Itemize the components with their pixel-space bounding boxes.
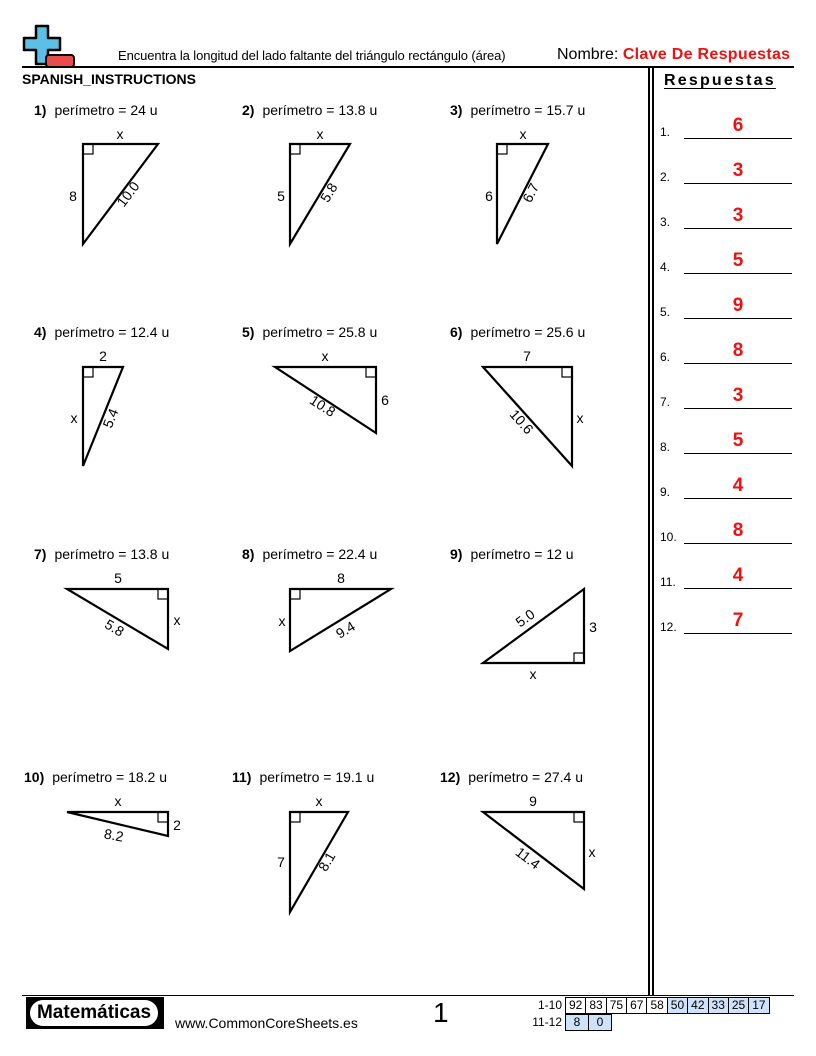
- svg-text:7: 7: [277, 854, 285, 870]
- answer-line: [684, 543, 792, 544]
- problem-5-label: 5) perímetro = 25.8 u: [242, 324, 378, 340]
- svg-text:x: x: [278, 613, 286, 629]
- answer-row-4: 4. 5: [660, 254, 792, 274]
- triangle-2: [270, 125, 370, 250]
- answer-row-7: 7. 3: [660, 389, 792, 409]
- svg-text:5.8: 5.8: [316, 179, 341, 205]
- triangle-11: [265, 790, 375, 920]
- svg-text:2: 2: [173, 817, 181, 833]
- svg-text:x: x: [173, 612, 181, 628]
- svg-text:10.0: 10.0: [113, 178, 143, 210]
- svg-text:x: x: [70, 410, 78, 426]
- svg-text:x: x: [519, 126, 527, 142]
- svg-text:x: x: [321, 348, 329, 364]
- footer-divider: [22, 995, 794, 996]
- svg-text:10.8: 10.8: [306, 391, 339, 420]
- triangle-12: [470, 790, 610, 900]
- worksheet-title: Encuentra la longitud del lado faltante del triángulo rectángulo (área): [118, 48, 506, 63]
- answer-value: 8: [732, 520, 744, 541]
- answer-row-2: 2. 3: [660, 164, 792, 184]
- answer-row-10: 10. 8: [660, 524, 792, 544]
- triangle-10: [55, 790, 195, 850]
- svg-text:6: 6: [381, 392, 389, 408]
- brand-label: Matemáticas: [30, 1000, 158, 1026]
- answer-line: [684, 588, 792, 589]
- column-divider: [652, 67, 654, 995]
- svg-text:x: x: [116, 126, 124, 142]
- answers-title: Respuestas: [664, 72, 776, 89]
- plus-minus-logo-icon: [22, 24, 78, 68]
- svg-text:2: 2: [99, 348, 107, 364]
- svg-text:11.4: 11.4: [512, 843, 544, 873]
- answer-line: [684, 498, 792, 499]
- triangle-3: [477, 125, 577, 250]
- triangle-7: [55, 568, 195, 658]
- answer-row-9: 9. 4: [660, 479, 792, 499]
- name-field: [557, 46, 790, 64]
- triangle-8: [265, 568, 405, 658]
- svg-text:x: x: [114, 793, 122, 809]
- svg-text:6: 6: [485, 188, 493, 204]
- answer-value: 8: [732, 340, 744, 361]
- problem-12-label: 12) perímetro = 27.4 u: [440, 769, 584, 785]
- answer-line: [684, 138, 792, 139]
- answer-line: [684, 633, 792, 634]
- answer-line: [684, 363, 792, 364]
- header-divider: [22, 66, 794, 68]
- score-table-1-10: 92 83 75 67 58 50 42 33 25 17: [565, 997, 770, 1014]
- svg-text:5.0: 5.0: [512, 605, 538, 631]
- answer-value: 3: [732, 160, 744, 181]
- page-number: 1: [433, 997, 449, 1028]
- answer-row-6: 6. 8: [660, 344, 792, 364]
- svg-text:8.2: 8.2: [102, 825, 125, 845]
- problem-9-label: 9) perímetro = 12 u: [450, 546, 574, 562]
- answer-value: 6: [732, 115, 744, 136]
- svg-text:9: 9: [529, 793, 537, 809]
- answer-value: 3: [732, 385, 744, 406]
- problem-1-label: 1) perímetro = 24 u: [34, 102, 158, 118]
- problem-4-label: 4) perímetro = 12.4 u: [34, 324, 170, 340]
- triangle-4: [60, 345, 160, 475]
- instructions: SPANISH_INSTRUCTIONS: [22, 71, 196, 87]
- answer-value: 5: [732, 250, 744, 271]
- site-url: www.CommonCoreSheets.es: [175, 1015, 358, 1031]
- problem-2-label: 2) perímetro = 13.8 u: [242, 102, 378, 118]
- svg-text:8: 8: [69, 188, 77, 204]
- problem-7-label: 7) perímetro = 13.8 u: [34, 546, 170, 562]
- svg-text:9.4: 9.4: [332, 617, 358, 642]
- answer-line: [684, 183, 792, 184]
- answer-line: [684, 453, 792, 454]
- answer-row-3: 3. 3: [660, 209, 792, 229]
- answer-row-5: 5. 9: [660, 299, 792, 319]
- triangle-6: [470, 345, 600, 475]
- answer-value: 4: [732, 475, 744, 496]
- svg-text:8: 8: [337, 570, 345, 586]
- answer-value: 9: [732, 295, 744, 316]
- answer-value: 7: [732, 610, 744, 631]
- svg-text:5.4: 5.4: [99, 406, 122, 431]
- problem-11-label: 11) perímetro = 19.1 u: [232, 769, 375, 785]
- answer-row-8: 8. 5: [660, 434, 792, 454]
- name-label: Nombre:: [557, 46, 619, 63]
- answer-line: [684, 318, 792, 319]
- problem-10-label: 10) perímetro = 18.2 u: [24, 769, 168, 785]
- triangle-9: [470, 580, 610, 690]
- svg-text:5: 5: [277, 188, 285, 204]
- answer-row-1: 1. 6: [660, 119, 792, 139]
- triangle-5: [260, 345, 400, 445]
- answer-value: 4: [732, 565, 744, 586]
- name-value: Clave De Respuestas: [622, 46, 791, 63]
- svg-text:8.1: 8.1: [314, 849, 339, 874]
- answer-line: [684, 408, 792, 409]
- svg-text:x: x: [588, 844, 596, 860]
- svg-text:x: x: [316, 126, 324, 142]
- answer-value: 5: [732, 430, 744, 451]
- svg-text:6.7: 6.7: [518, 180, 543, 206]
- svg-text:5: 5: [114, 570, 122, 586]
- svg-text:x: x: [576, 410, 584, 426]
- svg-text:10.6: 10.6: [506, 406, 537, 438]
- column-divider: [648, 67, 650, 995]
- triangle-1: [60, 125, 180, 250]
- answer-value: 3: [732, 205, 744, 226]
- problem-8-label: 8) perímetro = 22.4 u: [242, 546, 378, 562]
- svg-text:7: 7: [523, 348, 531, 364]
- score-label-1-10: 1-10: [537, 998, 562, 1012]
- answer-line: [684, 273, 792, 274]
- svg-text:x: x: [315, 793, 323, 809]
- svg-text:x: x: [529, 666, 537, 682]
- answer-line: [684, 228, 792, 229]
- score-table-11-12: 8 0: [565, 1014, 612, 1031]
- problem-6-label: 6) perímetro = 25.6 u: [450, 324, 586, 340]
- answer-row-11: 11. 4: [660, 569, 792, 589]
- score-label-11-12: 11-12: [532, 1015, 562, 1029]
- answer-row-12: 12. 7: [660, 614, 792, 634]
- svg-text:5.8: 5.8: [102, 615, 128, 640]
- problem-3-label: 3) perímetro = 15.7 u: [450, 102, 586, 118]
- svg-text:3: 3: [589, 619, 597, 635]
